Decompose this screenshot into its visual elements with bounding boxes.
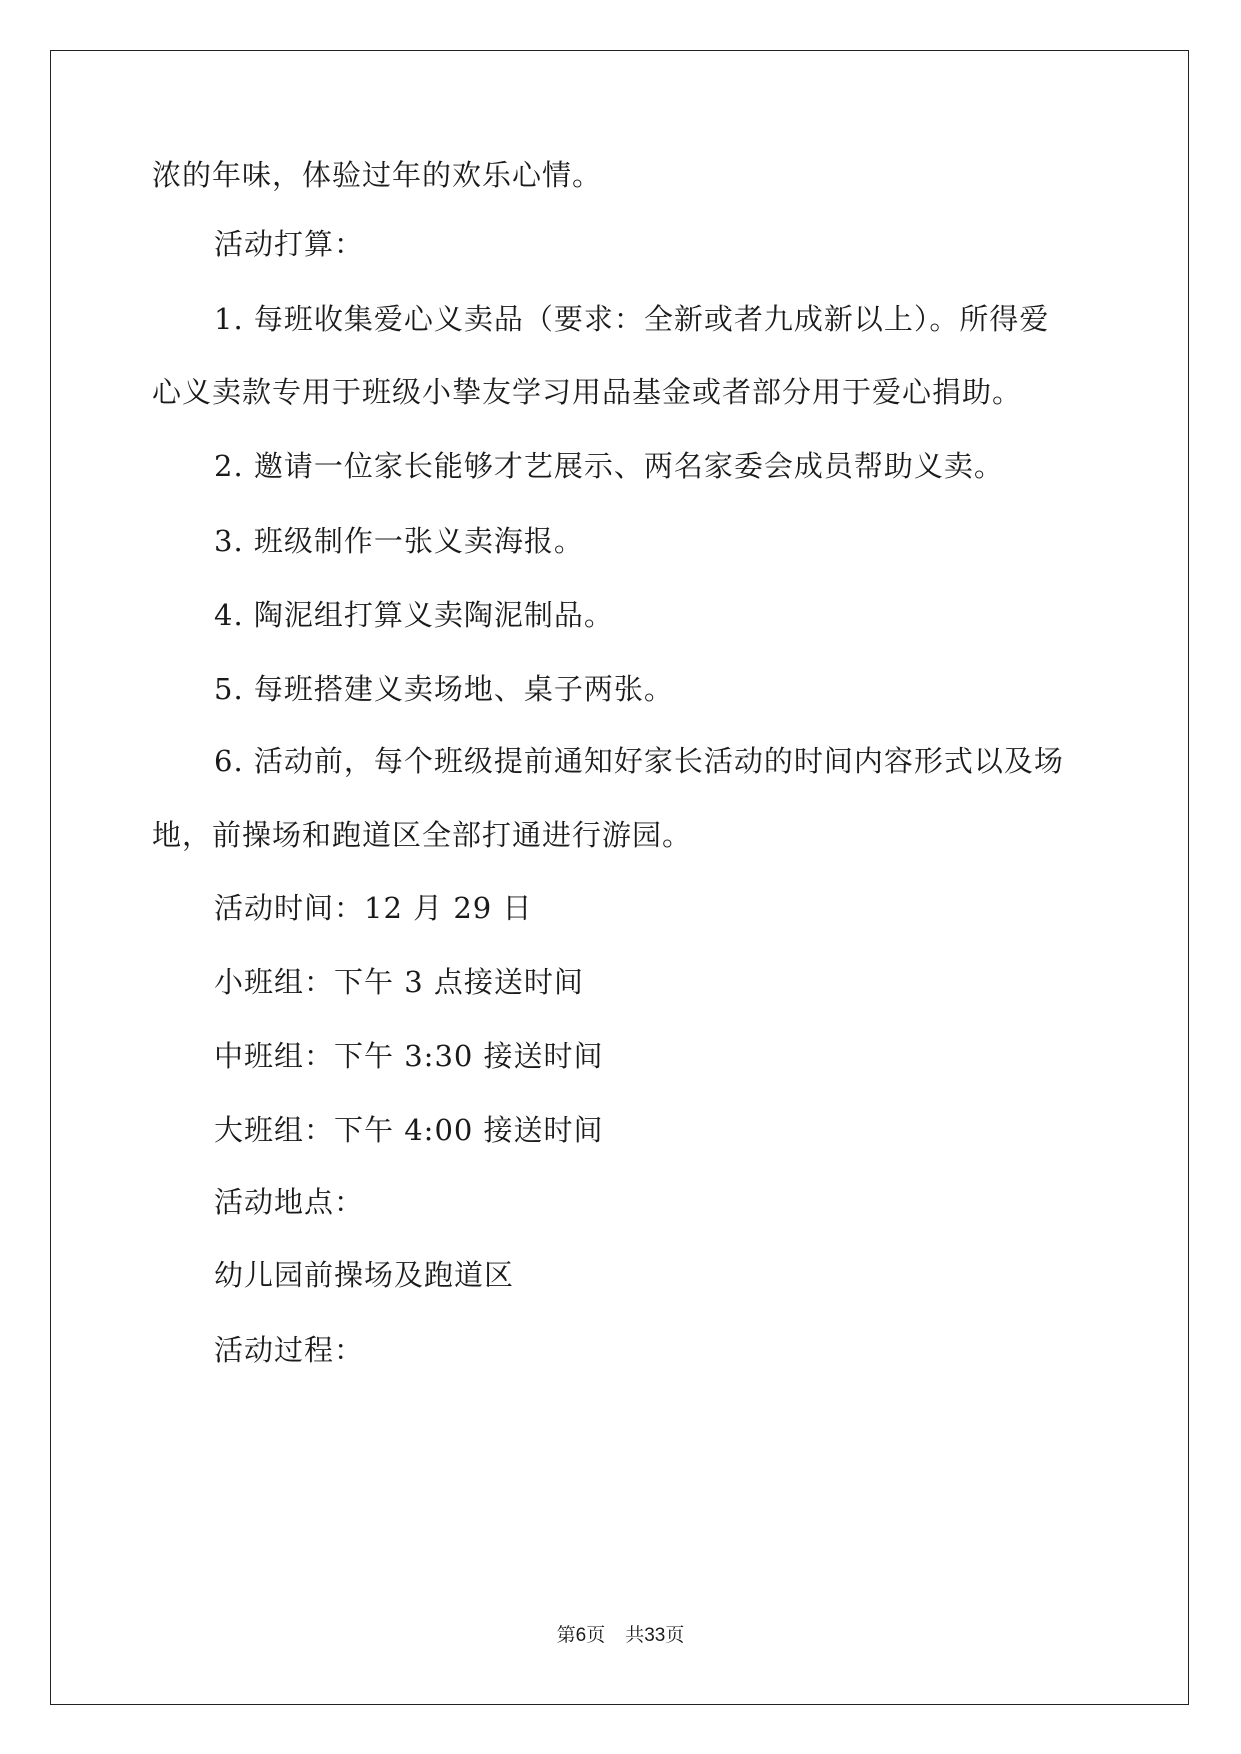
paragraph-line: 地，前操场和跑道区全部打通进行游园。	[152, 818, 693, 852]
paragraph-line: 幼儿园前操场及跑道区	[214, 1258, 515, 1292]
paragraph-line: 3. 班级制作一张义卖海报。	[214, 524, 584, 558]
paragraph-line: 6. 活动前，每个班级提前通知好家长活动的时间内容形式以及场	[214, 744, 1064, 778]
paragraph-line: 活动过程：	[214, 1333, 365, 1367]
footer-total-suffix: 页	[665, 1624, 685, 1646]
footer-total-prefix: 共	[625, 1624, 645, 1646]
paragraph-line: 活动地点：	[214, 1185, 365, 1219]
paragraph-line: 大班组：下午 4:00 接送时间	[214, 1113, 604, 1147]
page-number: 6	[575, 1625, 587, 1646]
paragraph-line: 小班组：下午 3 点接送时间	[214, 965, 584, 999]
footer-page-suffix: 页	[586, 1624, 606, 1646]
paragraph-line: 心义卖款专用于班级小挚友学习用品基金或者部分用于爱心捐助。	[152, 375, 1023, 409]
paragraph-line: 1. 每班收集爱心义卖品（要求：全新或者九成新以上）。所得爱	[214, 302, 1050, 336]
paragraph-line: 活动时间：12 月 29 日	[214, 891, 533, 925]
page-footer	[0, 1620, 1241, 1647]
paragraph-line: 5. 每班搭建义卖场地、桌子两张。	[214, 672, 674, 706]
paragraph-line: 2. 邀请一位家长能够才艺展示、两名家委会成员帮助义卖。	[214, 449, 1004, 483]
paragraph-line: 活动打算：	[214, 227, 365, 261]
paragraph-line: 浓的年味，体验过年的欢乐心情。	[152, 158, 603, 192]
total-pages: 33	[644, 1625, 666, 1646]
paragraph-line: 4. 陶泥组打算义卖陶泥制品。	[214, 598, 614, 632]
footer-prefix: 第	[556, 1624, 576, 1646]
paragraph-line: 中班组：下午 3:30 接送时间	[214, 1039, 604, 1073]
